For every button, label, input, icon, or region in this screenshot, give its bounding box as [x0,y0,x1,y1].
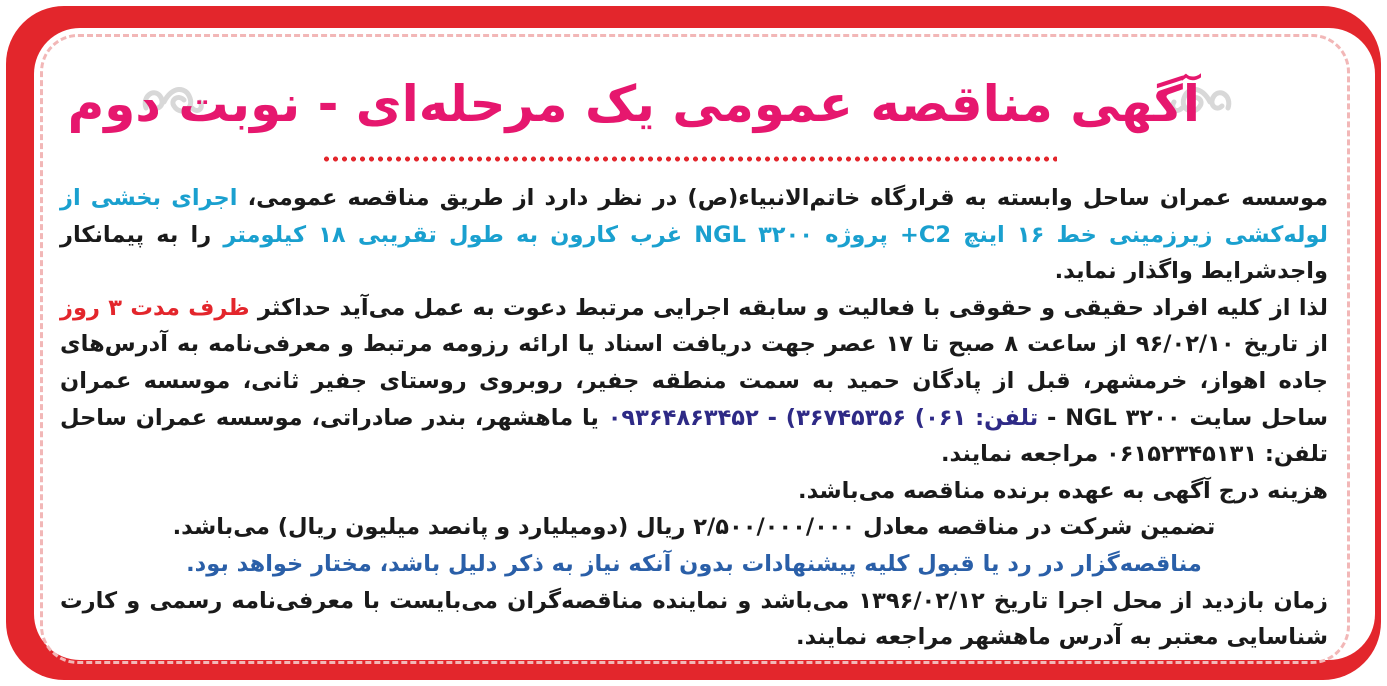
page-title: آگهی مناقصه عمومی یک مرحله‌ای - نوبت دوم [67,75,1200,133]
phone-text: تلفن: ۰۶۱) ۳۶۷۴۵۳۵۶) - ۰۹۳۶۴۸۶۳۴۵۲ [607,404,1039,431]
intro-end-text: را به پیمانکار واجدشرایط واگذار نماید. [60,221,1328,285]
second-address-text: یا ماهشهر، بندر صادراتی، موسسه عمران ساحل تلفن: ۰۶۱۵۲۳۴۵۱۳۱ مراجعه نمایند. [60,404,1328,468]
paragraph-intro [60,180,1328,290]
dotted-divider [322,156,1057,162]
intro-text: موسسه عمران ساحل وابسته به قرارگاه خاتم‌الانبیاء(ص) در نظر دارد از طریق مناقصه عمومی، [237,185,1328,211]
paragraph-cost: هزینه درج آگهی به عهده برنده مناقصه می‌باشد. [798,477,1328,504]
paragraph-rights: مناقصه‌گزار در رد یا قبول کلیه پیشنهادات بدون آنکه نیاز به ذکر دلیل باشد، مختار خواهد بود. [186,550,1202,577]
paragraph-invitation [60,290,1328,473]
announcement-body [60,180,1328,656]
invitation-text: لذا از کلیه افراد حقیقی و حقوقی با فعالیت و سابقه اجرایی مرتبط دعوت به عمل می‌آید حداکثر [249,294,1328,321]
project-scope-text: اجرای بخشی از لوله‌کشی زیرزمینی خط ۱۶ اینچ C2+ پروژه NGL ۳۲۰۰ غرب کارون به طول تقریبی ۱۸ کیلومتر [60,185,1328,248]
deadline-text: ظرف مدت ۳ روز [60,294,250,321]
paragraph-guarantee: تضمین شرکت در مناقصه معادل ۲/۵۰۰/۰۰۰/۰۰۰ ریال (دومیلیارد و پانصد میلیون ریال) می‌باشد. [172,514,1216,541]
paragraph-visit: زمان بازدید از محل اجرا تاریخ ۱۳۹۶/۰۲/۱۲ می‌باشد و نماینده مناقصه‌گران می‌بایست با معرفی‌نامه رسمی و کارت شناسایی معتبر به آدرس ماهشهر مراجعه نمایند. [60,587,1328,651]
address-text: از تاریخ ۹۶/۰۲/۱۰ از ساعت ۸ صبح تا ۱۷ عصر جهت دریافت اسناد یا ارائه رزومه مرتبط و معرفی‌نامه به آدرس‌های جاده اهواز، خرمشهر، قبل از پادگان حمید به سمت منطقه جفیر، روبروی روستای جفیر ثانی، موسسه عمران ساحل سایت NGL ۳۲۰۰ - [60,331,1328,431]
